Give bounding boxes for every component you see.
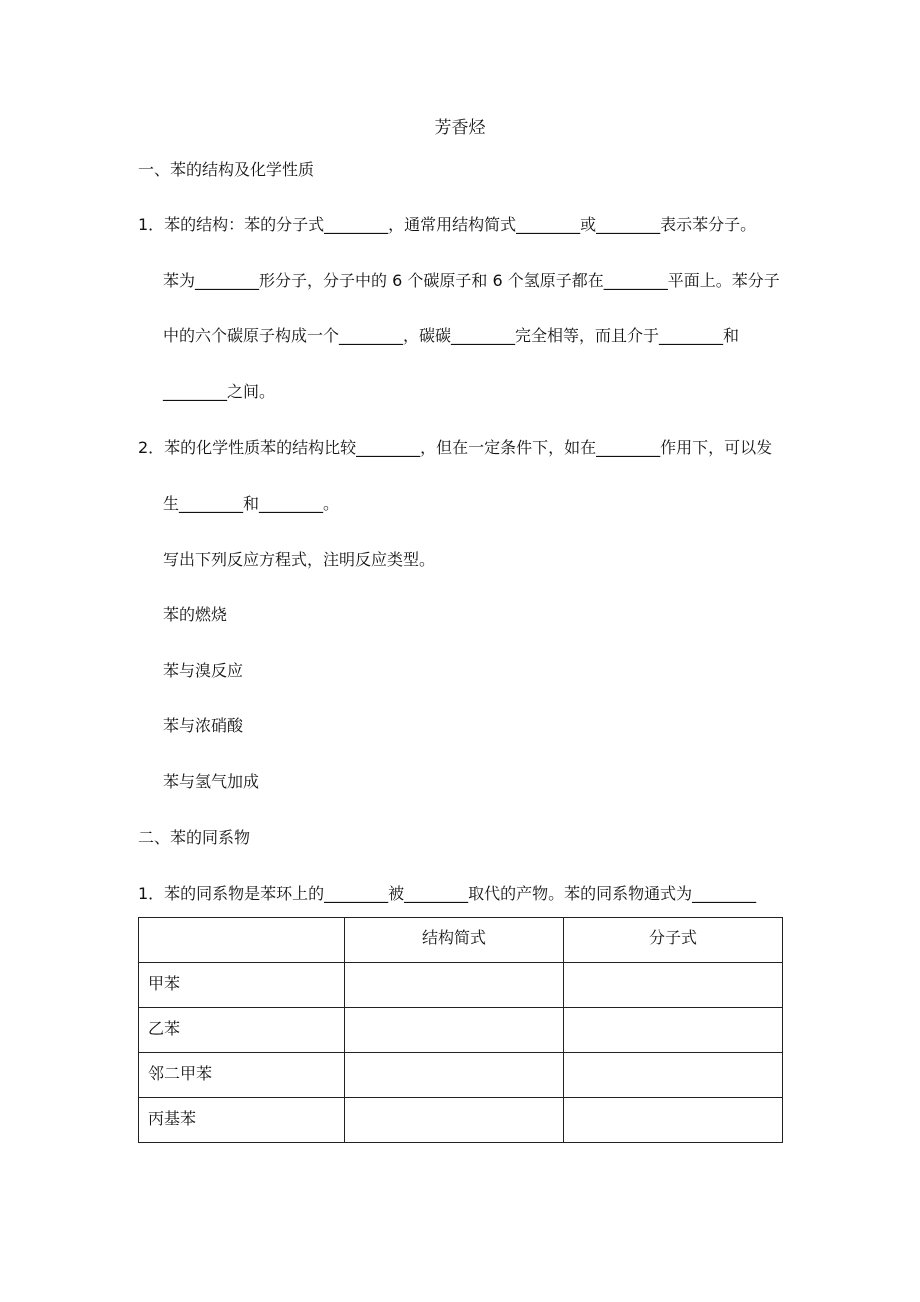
table-row	[139, 1008, 783, 1053]
structure-text-line-3: 中的六个碳原子构成一个________，碳碳________完全相等，而且介于________和	[163, 326, 740, 345]
table-row	[139, 963, 783, 1008]
table-cell-blank[interactable]	[345, 963, 564, 1008]
table-row-label: 甲苯	[139, 963, 345, 1008]
reaction-item: 苯与浓硝酸	[163, 716, 244, 735]
table-cell-blank[interactable]	[345, 1098, 564, 1143]
table-header-cell: 分子式	[564, 918, 783, 963]
table-cell-blank[interactable]	[564, 963, 783, 1008]
reaction-item: 苯的燃烧	[163, 605, 228, 624]
reaction-instruction: 写出下列反应方程式，注明反应类型。	[163, 550, 436, 569]
table-row	[139, 1053, 783, 1098]
section-heading-structure: 一、苯的结构及化学性质	[138, 160, 315, 179]
table-header-row	[139, 918, 783, 963]
table-cell-blank[interactable]	[345, 1008, 564, 1053]
table-cell-blank[interactable]	[564, 1008, 783, 1053]
reaction-item: 苯与溴反应	[163, 661, 244, 680]
table-header-cell: 结构简式	[345, 918, 564, 963]
section-heading-homologs: 二、苯的同系物	[138, 828, 251, 847]
homolog-table	[138, 917, 783, 1143]
table-cell-blank[interactable]	[564, 1098, 783, 1143]
table-row-label: 乙苯	[139, 1008, 345, 1053]
homolog-text-line: 1．苯的同系物是苯环上的________被________取代的产物。苯的同系物通式为________	[138, 884, 757, 903]
structure-text-line-4: ________之间。	[163, 382, 276, 401]
chem-property-line-2: 生________和________。	[163, 494, 340, 513]
page-title: 芳香烃	[434, 118, 486, 138]
table-cell-blank[interactable]	[564, 1053, 783, 1098]
structure-text-line-1: 1．苯的结构：苯的分子式________，通常用结构简式________或________表示苯分子。	[138, 215, 757, 234]
table-row-label: 丙基苯	[139, 1098, 345, 1143]
structure-text-line-2: 苯为________形分子，分子中的 6 个碳原子和 6 个氢原子都在________平面上。苯分子	[163, 271, 780, 290]
reaction-item: 苯与氢气加成	[163, 772, 260, 791]
table-row-label: 邻二甲苯	[139, 1053, 345, 1098]
chem-property-line-1: 2．苯的化学性质苯的结构比较________，但在一定条件下，如在________作用下，可以发	[138, 438, 773, 457]
table-header-cell	[139, 918, 345, 963]
table-cell-blank[interactable]	[345, 1053, 564, 1098]
table-row	[139, 1098, 783, 1143]
